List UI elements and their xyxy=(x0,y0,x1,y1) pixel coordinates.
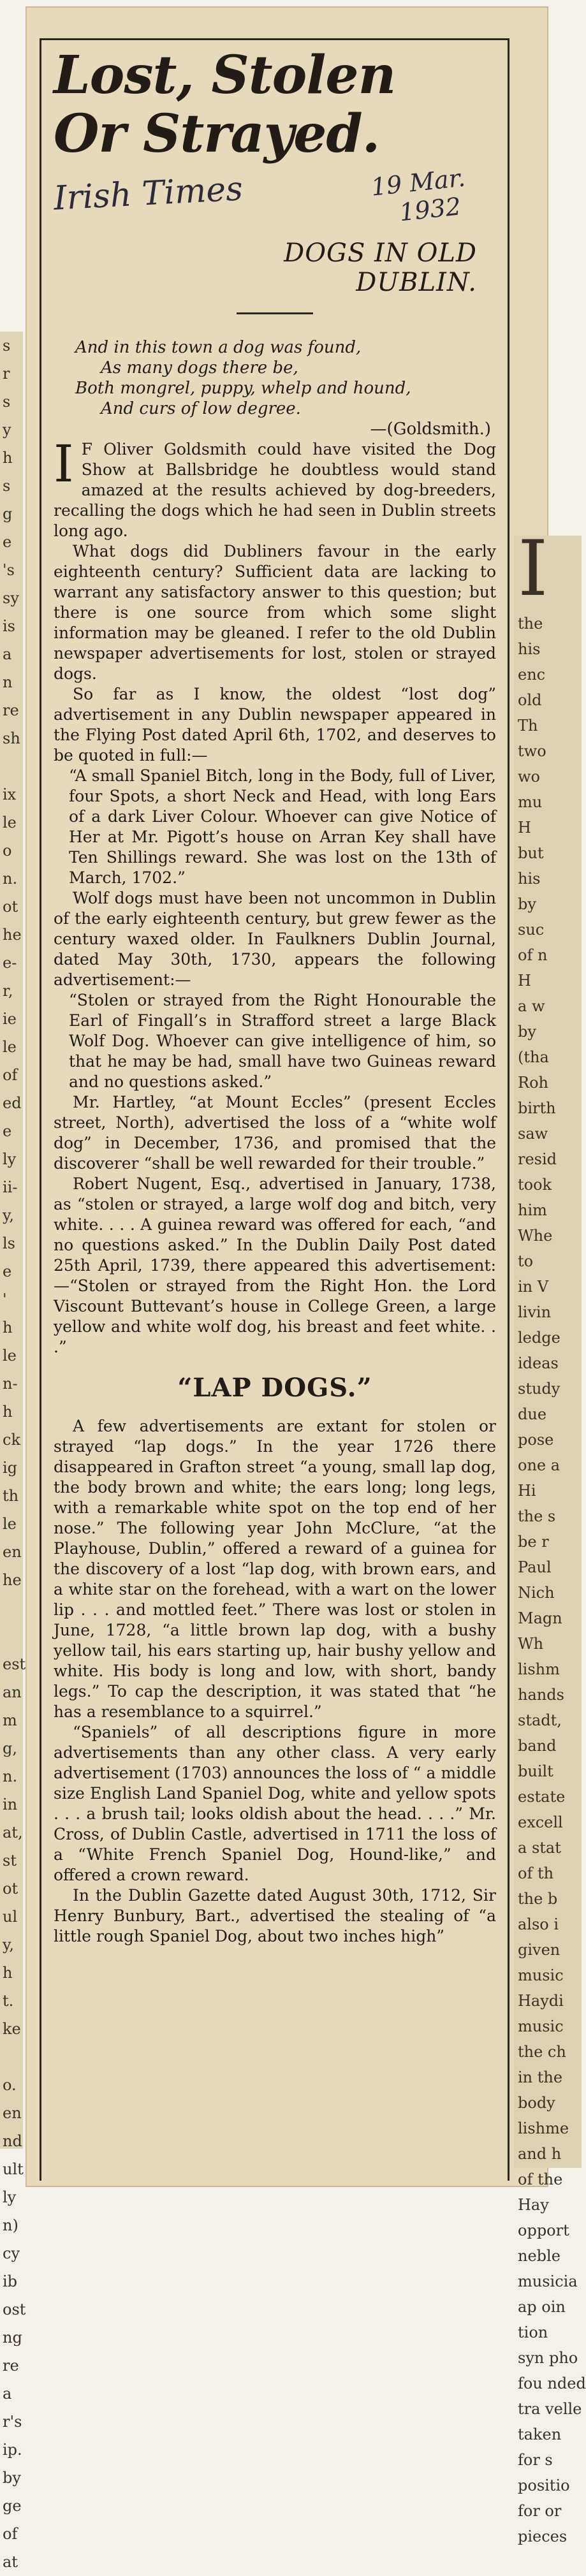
right-fragment-line: the b xyxy=(518,1890,558,1908)
left-fragment-line: g, xyxy=(3,1739,17,1757)
left-fragment-line: is xyxy=(3,617,15,635)
right-fragment-line: Th xyxy=(518,717,538,735)
left-fragment-line: s xyxy=(3,477,11,495)
left-fragment-line: y, xyxy=(3,1206,14,1224)
left-fragment-line: of xyxy=(3,2525,18,2543)
left-fragment-line: h xyxy=(3,449,13,467)
left-fragment-line: by xyxy=(3,2469,21,2487)
left-fragment-line: ot xyxy=(3,898,18,916)
right-fragment-line: his xyxy=(518,640,541,658)
left-fragment-line: ie xyxy=(3,1010,17,1028)
right-fragment-line: Magn xyxy=(518,1609,562,1627)
handwritten-annotation xyxy=(52,163,496,238)
right-fragment-line: in the xyxy=(518,2068,563,2086)
right-fragment-line: of the xyxy=(518,2170,563,2188)
left-fragment-line: at, xyxy=(3,1824,23,1841)
article-paragraph: I F Oliver Goldsmith could have visited the Dog Show at Ballsbridge he doubtless would stand amazed at the results achieved by dog-breeders, recalling the dogs which he had seen in Dublin streets long ago. xyxy=(54,434,496,540)
headline-line-1: Lost, Stolen xyxy=(54,45,396,106)
right-fragment-line: stadt, xyxy=(518,1711,562,1729)
handwritten-date: 19 Mar. 1932 xyxy=(369,163,467,227)
article-paragraph: So far as I know, the oldest “lost dog” advertisement in any Dublin newspaper appeared in the Flying Post dated April 6th, 1702, and deserves to be quoted in full:— xyxy=(54,685,496,765)
left-fragment-line: ig xyxy=(3,1459,18,1477)
column-right-rule xyxy=(508,38,509,2181)
left-fragment-line: ge xyxy=(3,2497,22,2515)
left-fragment-line: ult xyxy=(3,2160,24,2178)
left-fragment-line: g xyxy=(3,505,13,523)
left-fragment-line: est xyxy=(3,1655,26,1673)
left-fragment-line: he xyxy=(3,1571,22,1589)
right-fragment-line: music xyxy=(518,1966,564,1984)
right-fragment-line: Wh xyxy=(518,1635,544,1653)
left-fragment-line: n. xyxy=(3,1767,18,1785)
right-fragment-line: band xyxy=(518,1737,557,1755)
right-fragment-line: tion xyxy=(518,2324,548,2341)
quoted-advertisement: “A small Spaniel Bitch, long in the Body, full of Liver, four Spots, a short Neck and Head, with long Ears of a dark Liver Colour. Whoever can give Notice of Her at Mr. Pigott’s house on Arran Key shall have Ten Shillings reward. She was lost on the 13th of March, 1702.” xyxy=(69,766,496,887)
left-fragment-line: ost xyxy=(3,2301,26,2318)
left-fragment-line: sh xyxy=(3,729,20,747)
quoted-advertisement: “Stolen or strayed from the Right Honourable the Earl of Fingall’s in Strafford street a large Black Wolf Dog. Whoever can give intelligence of him, so that he may be had, small have two Guineas reward and no questions asked.” xyxy=(69,991,496,1091)
left-fragment-line: r's xyxy=(3,2413,22,2431)
right-fragment-line: excell xyxy=(518,1813,563,1831)
right-fragment-line: mu xyxy=(518,793,543,811)
right-fragment-line: livin xyxy=(518,1303,552,1321)
right-fragment-line: of n xyxy=(518,946,548,964)
left-fragment-line: re xyxy=(3,2357,19,2375)
right-fragment-line: for or xyxy=(518,2502,562,2520)
right-fragment-line: the s xyxy=(518,1507,556,1525)
right-fragment-line: ap oin xyxy=(518,2298,566,2316)
left-fragment-line: ly xyxy=(3,2188,17,2206)
article-paragraph: A few advertisements are extant for stolen or strayed “lap dogs.” In the year 1726 there disappeared in Grafton street “a young, small lap dog, the body brown and white; the ears long; long legs, with a remarkable white spot on the top end of her nose.” The following year John McClure, “at the Playhouse, Dublin,” offered a reward of a guinea for the discovery of a lost “lap dog, with brown ears, and a white star on the forehead, with a wart on the lower lip . . . and mottled feet.” There was lost or stolen in June, 1728, “a little brown lap dog, with a bushy yellow tail, his ears starting up, hair bushy yellow and white. His body is long and low, with short, bandy legs.” To cap the description, it was stated that “he has a resemblance to a squirrel.” xyxy=(54,1417,496,1721)
right-fragment-line: enc xyxy=(518,666,546,684)
right-fragment-line: study xyxy=(518,1380,560,1398)
right-fragment-line: be r xyxy=(518,1533,549,1551)
right-fragment-dropcap: I xyxy=(518,525,548,613)
dropcap-letter: I xyxy=(54,434,74,494)
right-fragment-line: in V xyxy=(518,1278,549,1296)
left-fragment-line: re xyxy=(3,701,19,719)
separator-rule xyxy=(237,312,313,314)
right-fragment-line: musicia xyxy=(518,2272,578,2290)
right-fragment-line: wo xyxy=(518,768,540,786)
left-fragment-line: n. xyxy=(3,870,18,888)
right-fragment-line: syn pho xyxy=(518,2349,578,2367)
section-heading: “LAP DOGS.” xyxy=(177,1373,372,1403)
poem-line: Both mongrel, puppy, whelp and hound, xyxy=(75,379,411,398)
left-fragment-line xyxy=(3,2043,23,2071)
left-fragment-line: ip. xyxy=(3,2441,22,2459)
right-fragment-line: hands xyxy=(518,1686,564,1704)
left-fragment-line: 's xyxy=(3,561,15,579)
epigraph-poem xyxy=(54,337,496,439)
left-fragment-line: en xyxy=(3,2104,22,2122)
left-fragment-line: ' xyxy=(3,1291,7,1308)
left-fragment-line: ib xyxy=(3,2272,18,2290)
left-fragment-line: st xyxy=(3,1852,17,1870)
right-fragment-line: pose xyxy=(518,1431,554,1449)
left-fragment-line: nd xyxy=(3,2132,22,2150)
left-fragment-line: o. xyxy=(3,2076,17,2094)
right-fragment-line: opport xyxy=(518,2221,569,2239)
right-fragment-line: estate xyxy=(518,1788,566,1806)
right-fragment-line: suc xyxy=(518,921,545,939)
left-fragment-line xyxy=(3,1594,23,1622)
left-fragment-line: ng xyxy=(3,2329,22,2346)
right-fragment-line: a w xyxy=(518,997,545,1015)
left-fragment-line: ls xyxy=(3,1234,15,1252)
right-fragment-line: by xyxy=(518,895,536,913)
left-fragment-line: en xyxy=(3,1543,22,1561)
article-headline xyxy=(54,46,496,163)
right-fragment-line: Paul xyxy=(518,1558,552,1576)
adjacent-column-left-fragment xyxy=(0,332,26,2571)
article-paragraph: Robert Nugent, Esq., advertised in January, 1738, as “stolen or strayed, a large wolf dog and bitch, very white. . . . A guinea reward was offered for each, “and no questions asked.” In the Dublin Daily Post dated 25th April, 1739, there appeared this advertisement:—“Stolen or strayed from the Right Hon. the Lord Viscount Buttevant’s house in College Green, a large yellow and white wolf dog, his breast and feet white. . .” xyxy=(54,1175,496,1356)
right-fragment-line: for s xyxy=(518,2451,553,2469)
left-fragment-line: e xyxy=(3,1262,12,1280)
right-fragment-line: old xyxy=(518,691,542,709)
adjacent-column-right-fragment xyxy=(514,525,586,2545)
headline-line-2: Or Strayed. xyxy=(54,103,380,165)
left-fragment-line: n xyxy=(3,673,13,691)
right-fragment-line: Hi xyxy=(518,1482,536,1500)
right-fragment-line: ideas xyxy=(518,1354,559,1372)
right-fragment-line: (tha xyxy=(518,1048,549,1066)
left-fragment-line: ck xyxy=(3,1431,20,1449)
left-fragment-line: le xyxy=(3,1515,17,1533)
right-fragment-line: ledge xyxy=(518,1329,560,1347)
right-fragment-line: H xyxy=(518,819,531,837)
right-fragment-line: one a xyxy=(518,1456,560,1474)
article-paragraph: In the Dublin Gazette dated August 30th, 1712, Sir Henry Bunbury, Bart., advertised the stealing of “a little rough Spaniel Dog, about two inches high” xyxy=(54,1886,496,1945)
poem-line: And curs of low degree. xyxy=(101,399,301,418)
right-fragment-line: fou nded xyxy=(518,2375,586,2392)
right-fragment-line: given xyxy=(518,1941,560,1959)
left-fragment-line: th xyxy=(3,1487,19,1505)
right-fragment-line: Nich xyxy=(518,1584,555,1602)
article-paragraph: What dogs did Dubliners favour in the early eighteenth century? Sufficient data are lacking to warrant any satisfactory answer to this question; but there is one source from which some slight information may be gleaned. I refer to the old Dublin newspaper advertisements for lost, stolen or strayed dogs. xyxy=(54,542,496,683)
left-fragment-line: m xyxy=(3,1711,17,1729)
left-fragment-line: in xyxy=(3,1796,18,1813)
poem-line: As many dogs there be, xyxy=(101,358,298,377)
right-fragment-line: of th xyxy=(518,1864,554,1882)
left-fragment-line: le xyxy=(3,1038,17,1056)
left-fragment-line: a xyxy=(3,645,12,663)
left-fragment-line: le xyxy=(3,1347,17,1365)
right-fragment-line: birth xyxy=(518,1099,556,1117)
poem-attribution: —(Goldsmith.) xyxy=(370,420,491,439)
left-fragment-line: ly xyxy=(3,1150,17,1168)
right-fragment-line: Roh xyxy=(518,1074,548,1092)
article-subheading: DOGS IN OLD DUBLIN. xyxy=(284,238,477,297)
left-fragment-line: s xyxy=(3,393,11,411)
left-fragment-line: le xyxy=(3,814,17,831)
left-fragment-line: r xyxy=(3,365,10,383)
right-fragment-line: took xyxy=(518,1176,552,1194)
left-fragment-line: o xyxy=(3,842,12,860)
right-fragment-line: and h xyxy=(518,2145,562,2163)
right-fragment-line: Whe xyxy=(518,1227,553,1245)
article-paragraph: “Spaniels” of all descriptions figure in more advertisements than any other class. A very early advertisement (1703) announces the loss of “ a middle size English Land Spaniel Dog, white and yellow spots . . . a brush tail; looks oldish about the head. . . .” Mr. Cross, of Dublin Castle, advertised in 1711 the loss of a “White French Spaniel Dog, Hound-like,” and offered a crown reward. xyxy=(54,1723,496,1884)
left-fragment-line: y, xyxy=(3,1936,14,1954)
right-fragment-line: due xyxy=(518,1405,547,1423)
right-fragment-line: pieces xyxy=(518,2528,568,2545)
right-fragment-line: taken xyxy=(518,2426,562,2443)
column-top-rule xyxy=(40,38,509,40)
right-fragment-line: body xyxy=(518,2094,555,2112)
left-fragment-line: ul xyxy=(3,1908,18,1926)
right-fragment-line: him xyxy=(518,1201,547,1219)
left-fragment-line: ii- xyxy=(3,1178,18,1196)
right-fragment-line: the xyxy=(518,615,543,633)
left-fragment-line: of xyxy=(3,1066,18,1084)
left-fragment-line: ot xyxy=(3,1880,18,1898)
left-fragment-line: sy xyxy=(3,589,19,607)
right-fragment-line: a stat xyxy=(518,1839,561,1857)
column-left-rule xyxy=(40,38,41,2181)
article-column xyxy=(54,46,496,1947)
right-fragment-line: tra velle xyxy=(518,2400,582,2418)
left-fragment-line: h xyxy=(3,1964,13,1982)
right-fragment-line: also i xyxy=(518,1915,559,1933)
left-fragment-line: ix xyxy=(3,786,17,803)
left-fragment-line: e xyxy=(3,533,12,551)
right-fragment-line: but xyxy=(518,844,544,862)
left-fragment-line: n- xyxy=(3,1375,18,1393)
right-fragment-line: built xyxy=(518,1762,553,1780)
left-fragment-line: cy xyxy=(3,2244,20,2262)
right-fragment-line: lishm xyxy=(518,1660,560,1678)
handwritten-source: Irish Times xyxy=(52,170,244,218)
left-fragment-line: t. xyxy=(3,1992,14,2010)
right-fragment-line: lishme xyxy=(518,2119,569,2137)
left-fragment-line: n) xyxy=(3,2216,18,2234)
right-fragment-line: the ch xyxy=(518,2043,566,2061)
left-fragment-line xyxy=(3,1622,23,1650)
article-paragraph: Wolf dogs must have been not uncommon in Dublin of the early eighteenth century, but grew fewer as the century waxed older. In Faulkners Dublin Journal, dated May 30th, 1730, appears the following advertisement:— xyxy=(54,889,496,989)
left-fragment-line: h xyxy=(3,1319,13,1336)
right-fragment-line: Hay xyxy=(518,2196,549,2214)
left-fragment-line: an xyxy=(3,1683,22,1701)
right-fragment-line: two xyxy=(518,742,546,760)
right-fragment-line: saw xyxy=(518,1125,548,1143)
left-fragment-line: ke xyxy=(3,2020,21,2038)
right-fragment-line: to xyxy=(518,1252,534,1270)
left-fragment-line: s xyxy=(3,337,11,355)
article-body xyxy=(54,434,496,1947)
left-fragment-line: y xyxy=(3,421,11,439)
left-fragment-line: a xyxy=(3,2385,12,2403)
left-fragment-line: h xyxy=(3,1403,13,1421)
left-fragment-line: ed xyxy=(3,1094,22,1112)
poem-line: And in this town a dog was found, xyxy=(75,338,362,357)
left-fragment-line: r, xyxy=(3,982,13,1000)
right-fragment-line: by xyxy=(518,1023,536,1041)
left-fragment-line: he xyxy=(3,926,22,944)
right-fragment-line: neble xyxy=(518,2247,560,2265)
left-fragment-line: e xyxy=(3,1122,12,1140)
right-fragment-line: positio xyxy=(518,2477,570,2494)
left-fragment-line: e- xyxy=(3,954,17,972)
right-fragment-line: his xyxy=(518,870,541,888)
left-fragment-line: at xyxy=(3,2553,18,2571)
right-fragment-line: Haydi xyxy=(518,1992,564,2010)
left-fragment-line xyxy=(3,752,23,780)
right-fragment-line: H xyxy=(518,972,531,990)
right-fragment-line: resid xyxy=(518,1150,557,1168)
right-fragment-line: music xyxy=(518,2017,564,2035)
article-paragraph: Mr. Hartley, “at Mount Eccles” (present Eccles street, North), advertised the loss of a “white wolf dog” in December, 1736, and promised that the discoverer “shall be well rewarded for their trouble.” xyxy=(54,1093,496,1173)
